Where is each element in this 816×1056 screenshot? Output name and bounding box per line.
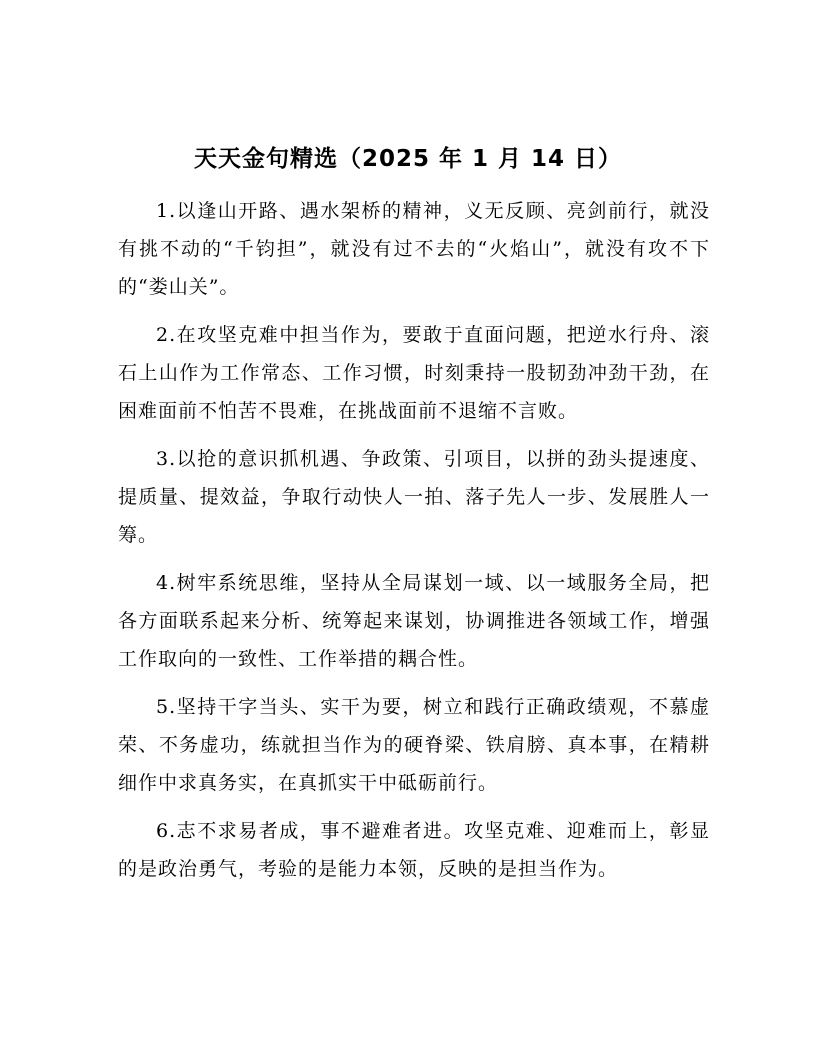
- paragraph-4: 4.树牢系统思维，坚持从全局谋划一域、以一域服务全局，把各方面联系起来分析、统筹起来谋划，协调推进各领域工作，增强工作取向的一致性、工作举措的耦合性。: [118, 572, 710, 670]
- paragraph-5: 5.坚持干字当头、实干为要，树立和践行正确政绩观，不慕虚荣、不务虚功，练就担当作为的硬脊梁、铁肩膀、真本事，在精耕细作中求真务实，在真抓实干中砥砺前行。: [118, 696, 710, 794]
- paragraph-6: 6.志不求易者成，事不避难者进。攻坚克难、迎难而上，彰显的是政治勇气，考验的是能力本领，反映的是担当作为。: [118, 820, 710, 880]
- document-body: [118, 192, 710, 898]
- paragraph-2: 2.在攻坚克难中担当作为，要敢于直面问题，把逆水行舟、滚石上山作为工作常态、工作习惯，时刻秉持一股韧劲冲劲干劲，在困难面前不怕苦不畏难，在挑战面前不退缩不言败。: [118, 324, 710, 422]
- document-title: 天天金句精选（2025 年 1 月 14 日）: [193, 146, 623, 172]
- paragraph-1: 1.以逢山开路、遇水架桥的精神，义无反顾、亮剑前行，就没有挑不动的“千钧担”，就没有过不去的“火焰山”，就没有攻不下的“娄山关”。: [118, 200, 710, 298]
- paragraph-3: 3.以抢的意识抓机遇、争政策、引项目，以拼的劲头提速度、提质量、提效益，争取行动快人一拍、落子先人一步、发展胜人一筹。: [118, 448, 710, 546]
